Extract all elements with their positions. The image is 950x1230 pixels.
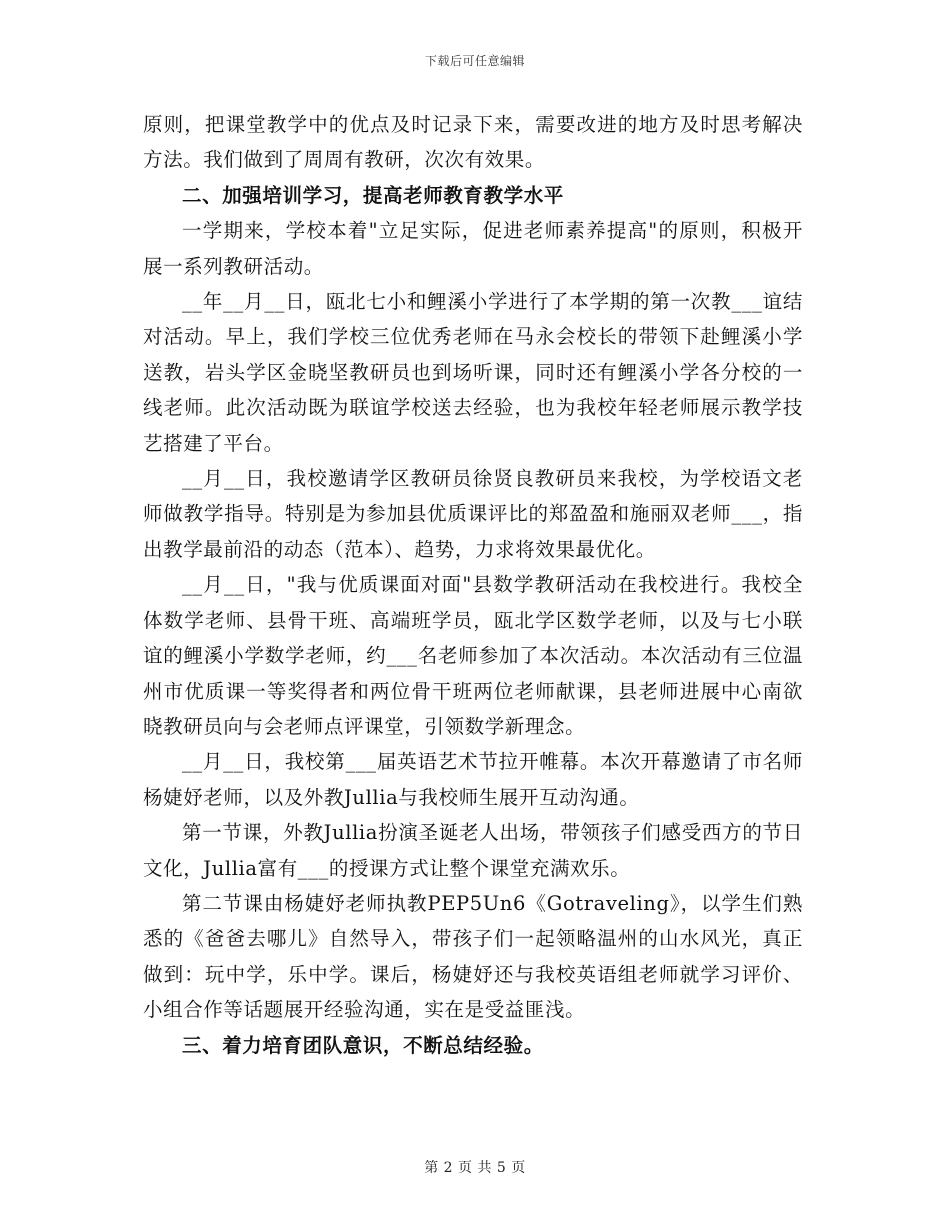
section-heading-3: 三、着力培育团队意识，不断总结经验。: [182, 1033, 544, 1057]
page-number: 第 2 页 共 5 页: [424, 1160, 526, 1176]
paragraph-5: __月__日，我校第___届英语艺术节拉开帷幕。本次开幕邀请了市名师杨婕妤老师，以及外教Jullia与我校师生展开互动沟通。: [143, 750, 803, 809]
paragraph-3: __月__日，我校邀请学区教研员徐贤良教研员来我校，为学校语文老师做教学指导。特别是为参加县优质课评比的郑盈盈和施丽双老师___，指出教学最前沿的动态（范本）、趋势，力求将效果最优化。: [143, 467, 803, 561]
paragraph-7: 第二节课由杨婕妤老师执教PEP5Un6《Gotraveling》，以学生们熟悉的《爸爸去哪儿》自然导入，带孩子们一起领略温州的山水风光，真正做到：玩中学，乐中学。课后，杨婕妤还与我校英语组老师就学习评价、小组合作等话题展开经验沟通，实在是受益匪浅。: [143, 891, 803, 1022]
paragraph-continuation: 原则，把课堂教学中的优点及时记录下来，需要改进的地方及时思考解决方法。我们做到了周周有教研，次次有效果。: [143, 113, 803, 172]
paragraph-6: 第一节课，外教Jullia扮演圣诞老人出场，带领孩子们感受西方的节日文化，Jullia富有___的授课方式让整个课堂充满欢乐。: [143, 821, 803, 880]
paragraph-4: __月__日，"我与优质课面对面"县数学教研活动在我校进行。我校全体数学老师、县骨干班、高端班学员，瓯北学区数学老师，以及与七小联谊的鲤溪小学数学老师，约___名老师参加了本次活动。本次活动有三位温州市优质课一等奖得者和两位骨干班两位老师献课，县老师进展中心南欲晓教研员向与会老师点评课堂，引领数学新理念。: [143, 573, 803, 738]
header-note: 下载后可任意编辑: [424, 54, 525, 68]
document-body: [143, 107, 803, 1063]
paragraph-1: 一学期来，学校本着"立足实际，促进老师素养提高"的原则，积极开展一系列教研活动。: [143, 219, 803, 278]
paragraph-2: __年__月__日，瓯北七小和鲤溪小学进行了本学期的第一次教___谊结对活动。早上，我们学校三位优秀老师在马永会校长的带领下赴鲤溪小学送教，岩头学区金晓坚教研员也到场听课，同时还有鲤溪小学各分校的一线老师。此次活动既为联谊学校送去经验，也为我校年轻老师展示教学技艺搭建了平台。: [143, 290, 803, 455]
section-heading-2: 二、加强培训学习，提高老师教育教学水平: [182, 183, 564, 207]
